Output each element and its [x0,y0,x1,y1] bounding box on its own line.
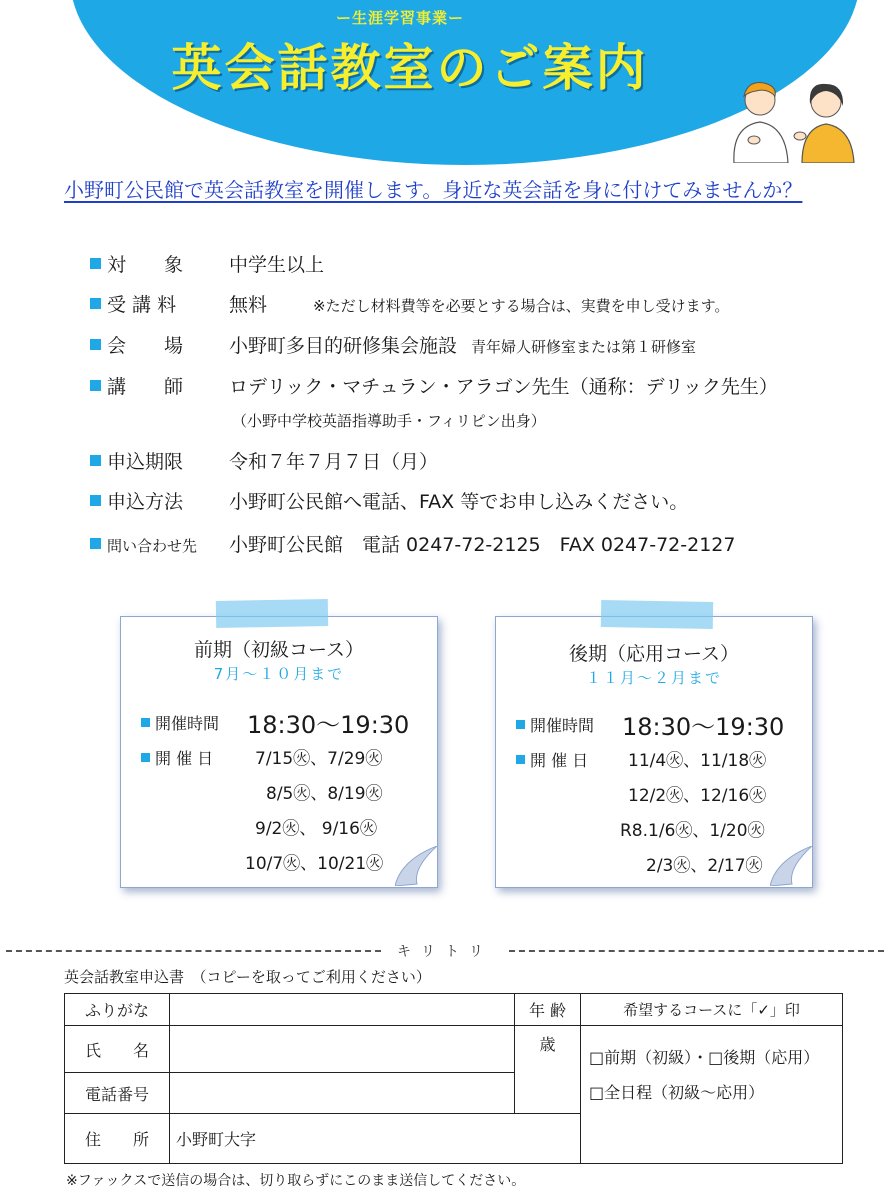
furigana-label: ふりがな [65,994,170,1026]
dashed-line [509,950,884,952]
detail-label: 申込方法 [107,491,184,513]
detail-instructor [90,372,778,399]
name-label: 氏 名 [65,1026,170,1073]
intro-link-text[interactable]: 小野町公民館で英会話教室を開催します。身近な英会話を身に付けてみませんか？ [64,178,803,202]
age-unit: 歳 [539,1035,556,1054]
detail-value: 小野町公民館へ電話、FAX 等でお申し込みください。 [229,491,689,513]
detail-label: 申込期限 [107,451,184,473]
bullet-square-icon [90,339,101,350]
bullet-square-icon [516,755,525,764]
page-curl-icon [770,846,812,886]
detail-note: 青年婦人研修室または第１研修室 [471,338,697,356]
age-field[interactable] [515,1026,581,1114]
age-label: 年 齢 [515,994,581,1026]
course-days-row [516,748,588,771]
bullet-square-icon [90,455,101,466]
detail-label: 講 師 [107,376,184,398]
header-subtitle: ー生涯学習事業ー [335,9,464,27]
bullet-square-icon [90,298,101,309]
detail-contact [90,530,735,557]
address-label: 住 所 [65,1114,170,1164]
date-line: 2/3㊋、2/17㊋ [646,856,763,876]
detail-venue [90,331,696,358]
days-label: 開 催 日 [530,751,589,770]
page-curl-icon [395,846,437,886]
detail-target [90,250,324,277]
course-period: 7月～１０月まで [213,665,345,683]
detail-value: ロデリック・マチュラン・アラゴン先生（通称：デリック先生） [229,376,778,398]
application-form-table [64,993,843,1164]
course-option-first-second[interactable]: □前期（初級）・□後期（応用） [589,1048,820,1067]
tape-decoration [601,600,713,629]
course-choice-header: 希望するコースに「✓」印 [581,994,843,1026]
course-time-row [141,705,409,740]
phone-field[interactable] [170,1073,515,1114]
course-option-full[interactable]: □全日程（初級～応用） [589,1083,765,1102]
date-line: 8/5㊋、8/19㊋ [266,784,383,804]
date-line: R8.1/6㊋、1/20㊋ [620,821,765,841]
course-card-first [120,616,438,888]
date-line: 7/15㊋、7/29㊋ [255,749,383,769]
detail-value: 令和７年７月７日（月） [229,451,439,473]
dashed-line [6,950,381,952]
detail-label: 受 講 料 [107,294,177,316]
detail-value: 無料 [229,294,268,316]
address-prefix: 小野町大字 [176,1130,257,1149]
people-illustration [722,78,862,163]
detail-method [90,487,688,514]
time-value: 18:30～19:30 [622,713,785,741]
phone-label: 電話番号 [65,1073,170,1114]
bullet-square-icon [141,718,150,727]
furigana-field[interactable] [170,994,515,1026]
bullet-square-icon [516,720,525,729]
course-days-row [141,746,213,769]
bullet-square-icon [141,753,150,762]
form-title: 英会話教室申込書 （コピーを取ってご利用ください） [64,968,431,986]
detail-deadline [90,447,438,474]
fax-footnote: ※ファックスで送信の場合は、切り取らずにこのまま送信してください。 [66,1173,526,1189]
bullet-square-icon [90,380,101,391]
date-line: 11/4㊋、11/18㊋ [628,751,767,771]
time-value: 18:30～19:30 [247,711,410,739]
time-label: 開催時間 [530,716,595,735]
instructor-note: （小野中学校英語指導助手・フィリピン出身） [232,412,546,430]
course-title: 後期（応用コース） [568,643,740,665]
detail-fee [90,290,729,317]
page-title: 英会話教室のご案内 [171,39,649,97]
detail-label: 対 象 [107,254,184,276]
course-time-row [516,707,784,742]
detail-value: 小野町多目的研修集会施設 [229,335,458,357]
bullet-square-icon [90,258,101,269]
course-title: 前期（初級コース） [193,639,365,661]
time-label: 開催時間 [155,714,220,733]
name-field[interactable] [170,1026,515,1073]
date-line: 12/2㊋、12/16㊋ [628,786,767,806]
detail-value: 小野町公民館 電話 0247-72-2125 FAX 0247-72-2127 [229,534,736,556]
course-choice-field[interactable] [581,1026,843,1164]
date-line: 10/7㊋、10/21㊋ [245,854,384,874]
bullet-square-icon [90,495,101,506]
bullet-square-icon [90,538,101,549]
days-label: 開 催 日 [155,749,214,768]
tape-decoration [216,599,328,628]
detail-value: 中学生以上 [229,254,325,276]
detail-label: 会 場 [107,335,184,357]
date-line: 9/2㊋、 9/16㊋ [255,819,377,839]
detail-label: 問い合わせ先 [107,537,198,555]
address-field[interactable] [170,1114,581,1164]
detail-note: ※ただし材料費等を必要とする場合は、実費を申し受けます。 [313,297,730,315]
course-period: １１月～２月まで [585,669,722,687]
course-card-second [495,616,813,888]
cut-line [6,941,884,961]
cut-label: キリトリ [397,944,493,960]
